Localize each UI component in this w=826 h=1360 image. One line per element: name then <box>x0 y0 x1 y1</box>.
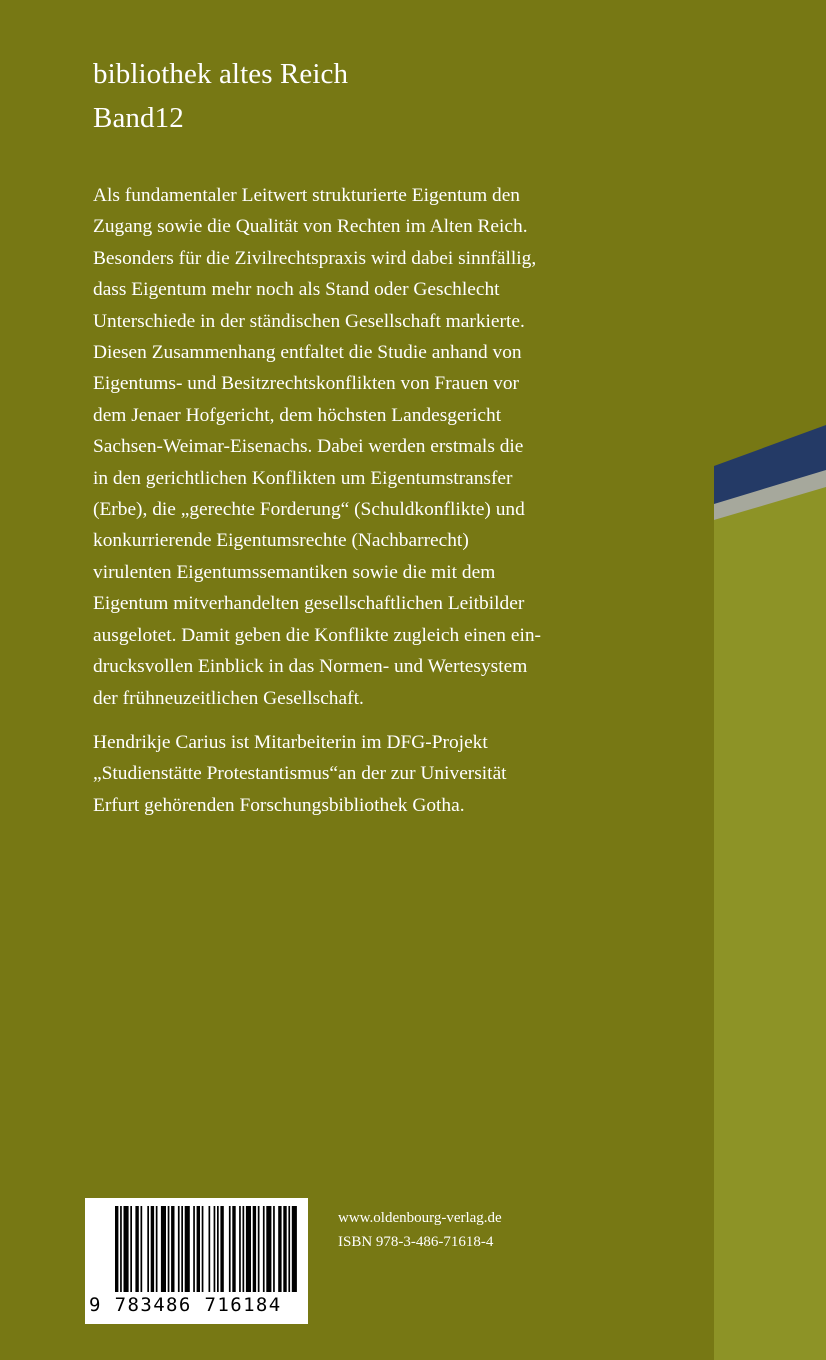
blurb-line: Besonders für die Zivilrechtspraxis wird dabei sinnfällig, <box>93 247 537 269</box>
blurb-line: Sachsen-Weimar-Eisenachs. Dabei werden erstmals die <box>93 436 524 458</box>
blurb-line: dass Eigentum mehr noch als Stand oder Geschlecht <box>93 279 500 301</box>
bio-line: „Studienstätte Protestantismus“an der zur Universität <box>93 763 507 785</box>
bio-line: Hendrikje Carius ist Mitarbeiterin im DFG-Projekt <box>93 732 488 753</box>
barcode-bar <box>130 1206 132 1292</box>
barcode-bar <box>220 1206 223 1292</box>
barcode-bar <box>288 1206 290 1292</box>
barcode-bar <box>283 1206 286 1292</box>
barcode-bar <box>161 1206 166 1292</box>
barcode-bar <box>214 1206 216 1292</box>
barcode-bar <box>156 1206 158 1292</box>
barcode-bar <box>239 1206 241 1292</box>
barcode-bar <box>292 1206 297 1292</box>
blurb-line: dem Jenaer Hofgericht, dem höchsten Landesgericht <box>93 404 502 426</box>
barcode-digits: 9 783486 716184 <box>89 1294 282 1316</box>
barcode-bar <box>278 1206 281 1292</box>
blurb-paragraph <box>93 180 693 714</box>
barcode-bar <box>171 1206 174 1292</box>
barcode-bar <box>178 1206 180 1292</box>
barcode-bar <box>120 1206 122 1292</box>
barcode-bar <box>115 1206 118 1292</box>
spine-panel <box>714 0 826 1360</box>
barcode-bar <box>181 1206 183 1292</box>
bio-line: Erfurt gehörenden Forschungsbibliothek Gotha. <box>93 794 465 816</box>
barcode-bar <box>147 1206 149 1292</box>
barcode-bar <box>141 1206 143 1292</box>
series-name: bibliothek altes Reich <box>93 58 349 90</box>
barcode-bar <box>243 1206 245 1292</box>
barcode-bar <box>246 1206 251 1292</box>
barcode-bar <box>258 1206 260 1292</box>
blurb-line: Zugang sowie die Qualität von Rechten im Alten Reich. <box>93 216 528 238</box>
blurb-line: Als fundamentaler Leitwert strukturierte Eigentum den <box>93 185 520 206</box>
blurb-line: der frühneuzeitlichen Gesellschaft. <box>93 687 364 709</box>
blurb-line: drucksvollen Einblick in das Normen- und Wertesystem <box>93 656 528 678</box>
barcode-bar <box>229 1206 231 1292</box>
blurb-line: Eigentum mitverhandelten gesellschaftlichen Leitbilder <box>93 593 525 615</box>
blurb-line: ausgelotet. Damit geben die Konflikte zugleich einen ein- <box>93 624 541 646</box>
isbn-number: ISBN 978-3-486-71618-4 <box>338 1234 494 1250</box>
spine-graphic <box>714 0 826 1360</box>
blurb-line: Eigentums- und Besitzrechtskonflikten von Frauen vor <box>93 373 519 395</box>
barcode-bar <box>135 1206 138 1292</box>
barcode-bar <box>185 1206 190 1292</box>
isbn-barcode <box>85 1198 308 1324</box>
publisher-info <box>338 1206 502 1254</box>
barcode-bar <box>151 1206 154 1292</box>
barcode-bar <box>217 1206 219 1292</box>
blurb-line: in den gerichtlichen Konflikten um Eigentumstransfer <box>93 467 513 489</box>
blurb-line: konkurrierende Eigentumsrechte (Nachbarrecht) <box>93 530 469 552</box>
volume-number: Band12 <box>93 102 184 134</box>
barcode-bar <box>263 1206 265 1292</box>
blurb-line: (Erbe), die „gerechte Forderung“ (Schuldkonflikte) und <box>93 499 525 521</box>
blurb-line: virulenten Eigentumssemantiken sowie die mit dem <box>93 561 496 583</box>
blurb-line: Diesen Zusammenhang entfaltet die Studie anhand von <box>93 342 522 364</box>
barcode-bar <box>202 1206 204 1292</box>
spine-light-area <box>714 485 826 1360</box>
barcode-bar <box>197 1206 200 1292</box>
barcode-bar <box>209 1206 211 1292</box>
barcode-bar <box>124 1206 129 1292</box>
blurb-line: Unterschiede in der ständischen Gesellschaft markierte. <box>93 310 525 332</box>
series-title <box>93 52 348 140</box>
barcode-bar <box>168 1206 170 1292</box>
barcode-bar <box>266 1206 271 1292</box>
barcode-bar <box>253 1206 256 1292</box>
author-bio <box>93 727 693 821</box>
barcode-bar <box>273 1206 275 1292</box>
publisher-url: www.oldenbourg-verlag.de <box>338 1210 502 1226</box>
barcode-bar <box>232 1206 235 1292</box>
barcode-bar <box>193 1206 195 1292</box>
